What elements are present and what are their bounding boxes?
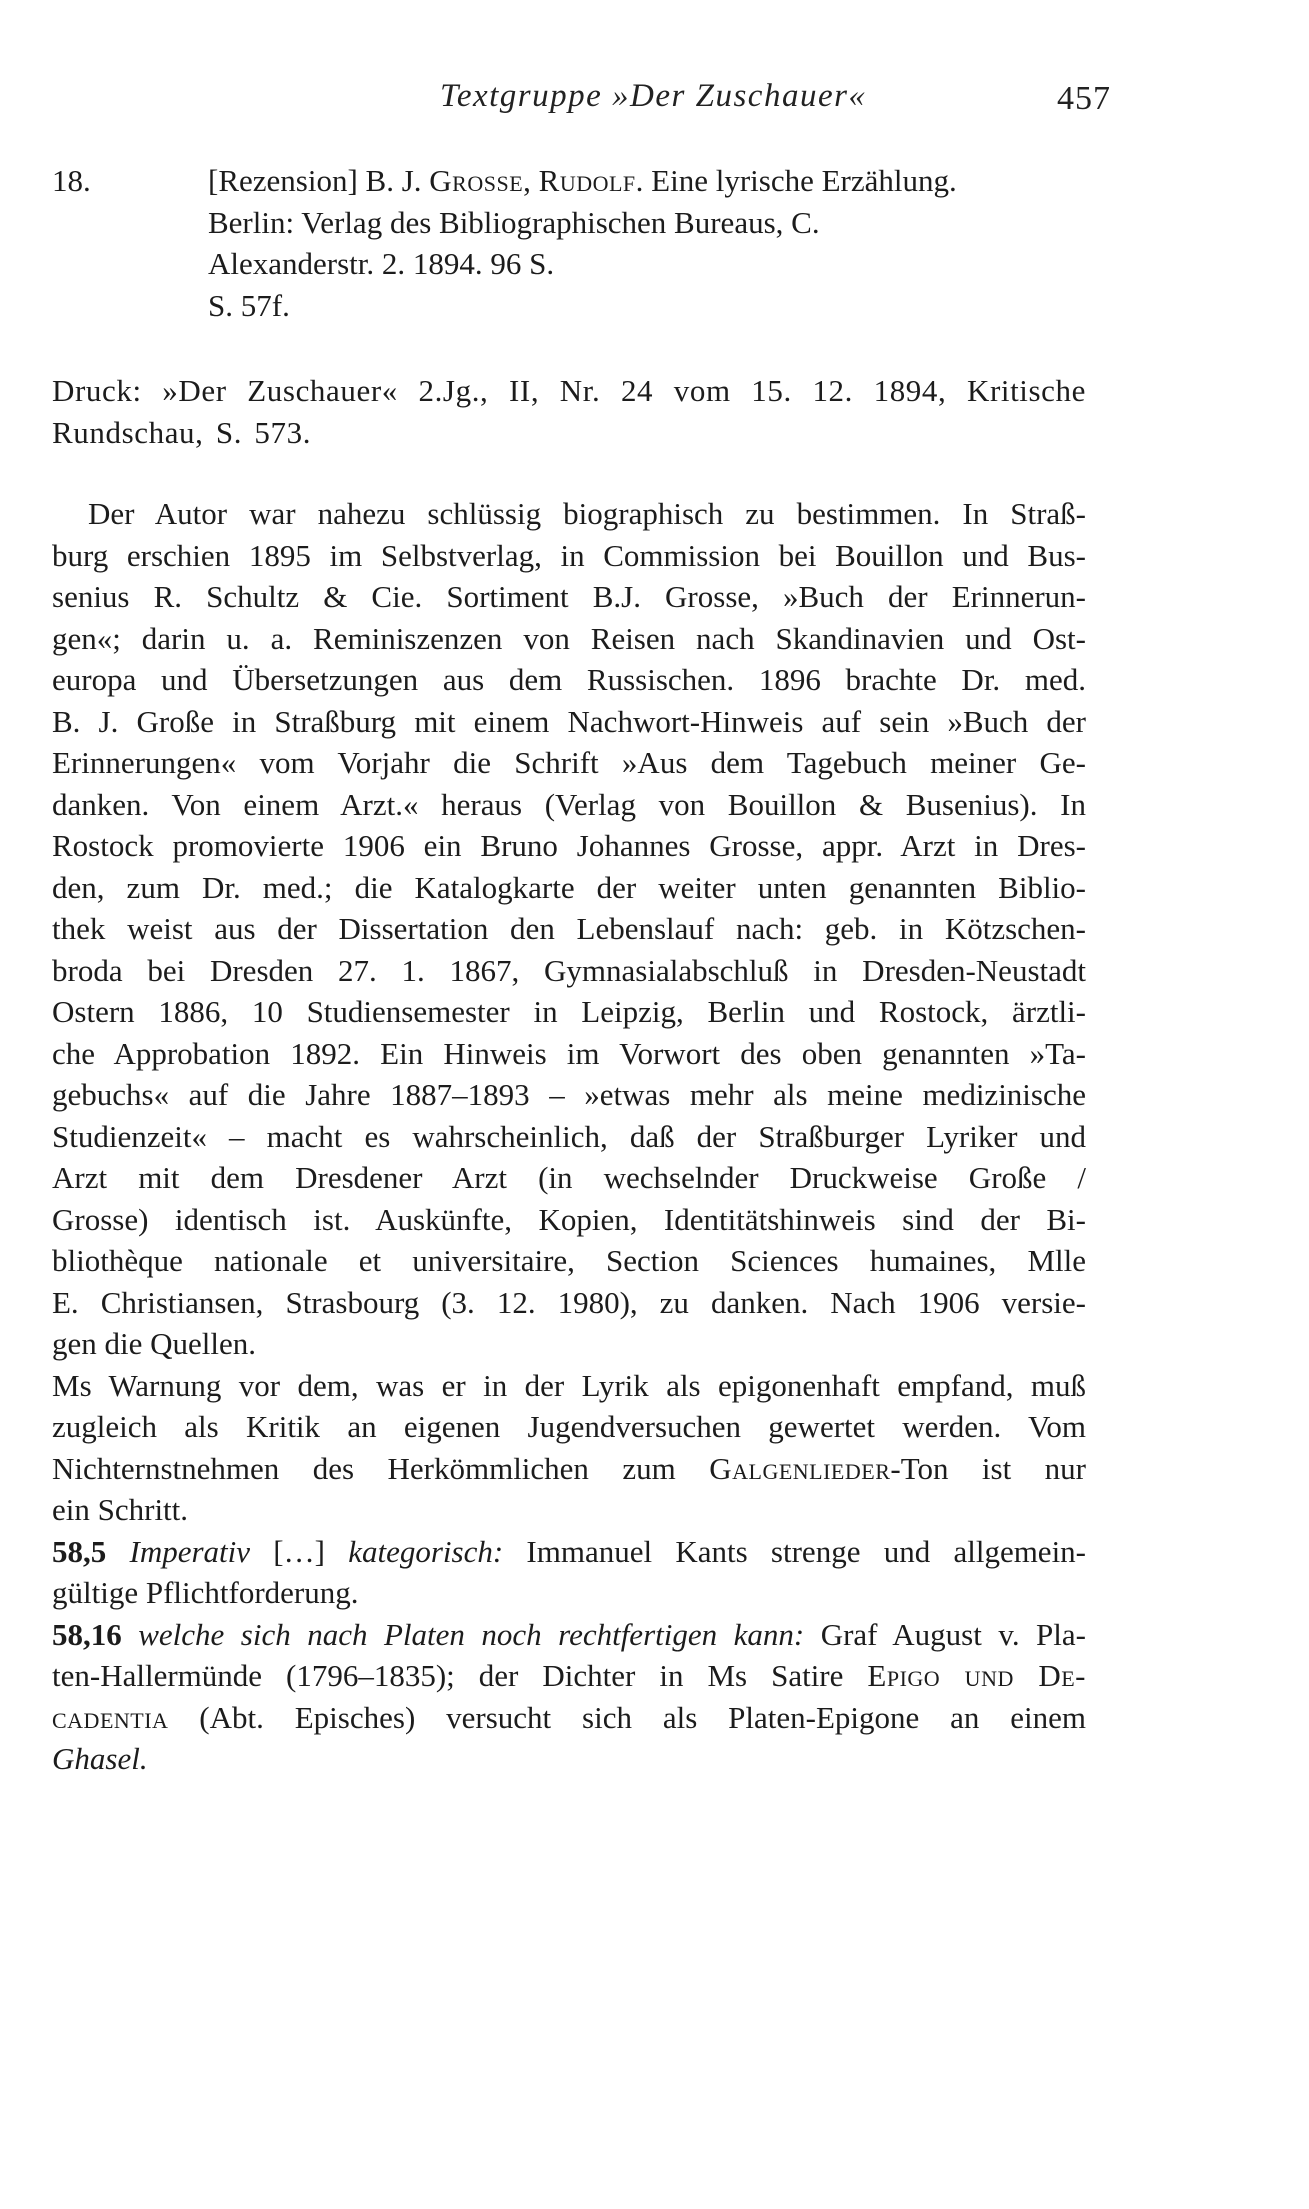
work-title: Epigo und De- xyxy=(867,1658,1086,1693)
author-surname: Grosse xyxy=(429,163,524,198)
text-line xyxy=(52,1448,1086,1490)
text-line: bliothèque nationale et universitaire, Section Sciences humaines, Mlle xyxy=(52,1243,1086,1278)
citation-line: Berlin: Verlag des Bibliographischen Bureaus, C. xyxy=(208,204,820,240)
print-source-line: Rundschau, S. 573. xyxy=(52,414,312,450)
text-line: Erinnerungen« vom Vorjahr die Schrift »Aus dem Tagebuch meiner Ge- xyxy=(52,745,1086,780)
text-fragment: ten-Hallermünde (1796–1835); der Dichter in Ms Satire xyxy=(52,1658,868,1693)
text-line: gebuchs« auf die Jahre 1887–1893 – »etwas mehr als meine medizinische xyxy=(52,1077,1086,1112)
text-fragment: […] xyxy=(250,1533,349,1569)
note-line: gültige Pflichtforderung. xyxy=(52,1575,359,1610)
citation-line: Alexanderstr. 2. 1894. 96 S. xyxy=(208,246,555,281)
text-line: ein Schritt. xyxy=(52,1492,189,1527)
text-line: Rostock promovierte 1906 ein Bruno Johannes Grosse, appr. Arzt in Dres- xyxy=(52,828,1086,863)
note-58-5 xyxy=(52,1531,1086,1614)
text-line: gen die Quellen. xyxy=(52,1326,257,1361)
text-line: che Approbation 1892. Ein Hinweis im Vorwort des oben genannten »Ta- xyxy=(52,1035,1086,1071)
text-fragment: -Ton ist nur xyxy=(890,1450,1086,1486)
commentary-body xyxy=(52,493,1086,1780)
note-line xyxy=(52,1614,1086,1656)
text-line: zugleich als Kritik an eigenen Jugendversuchen gewertet werden. Vom xyxy=(52,1409,1086,1444)
text-line: burg erschien 1895 im Selbstverlag, in Commission bei Bouillon und Bus- xyxy=(52,537,1086,573)
paragraph-biography xyxy=(52,493,1086,1365)
entry-number: 18. xyxy=(52,163,91,198)
note-line xyxy=(52,1655,1086,1697)
text-line: europa und Übersetzungen aus dem Russischen. 1896 brachte Dr. med. xyxy=(52,662,1086,697)
entry-citation xyxy=(208,160,1108,326)
text-line: danken. Von einem Arzt.« heraus (Verlag von Bouillon & Busenius). In xyxy=(52,786,1086,822)
note-reference: 58,16 xyxy=(52,1616,122,1652)
note-text: Immanuel Kants strenge und allgemein- xyxy=(503,1533,1087,1569)
note-58-16 xyxy=(52,1614,1086,1780)
note-reference: 58,5 xyxy=(52,1533,107,1569)
text-line: broda bei Dresden 27. 1. 1867, Gymnasialabschluß in Dresden-Neustadt xyxy=(52,952,1086,988)
text-line: senius R. Schultz & Cie. Sortiment B.J. Grosse, »Buch der Erinnerun- xyxy=(52,579,1086,614)
citation-line xyxy=(208,160,1108,202)
text-line: Der Autor war nahezu schlüssig biographisch zu bestimmen. In Straß- xyxy=(88,496,1086,531)
text-line: Ms Warnung vor dem, was er in der Lyrik als epigonenhaft empfand, muß xyxy=(52,1367,1086,1403)
text-line: Studienzeit« – macht es wahrscheinlich, daß der Straßburger Lyriker und xyxy=(52,1118,1086,1154)
running-head: Textgruppe »Der Zuschauer« xyxy=(440,78,867,114)
citation-text: . Eine lyrische Erzählung. xyxy=(635,163,957,198)
paragraph-warning xyxy=(52,1365,1086,1531)
print-source-line: Druck: »Der Zuschauer« 2.Jg., II, Nr. 24 vom 15. 12. 1894, Kritische xyxy=(52,373,1086,408)
text-line: thek weist aus der Dissertation den Lebenslauf nach: geb. in Kötzschen- xyxy=(52,911,1086,946)
note-lemma: welche sich nach Platen noch rechtfertigen kann: xyxy=(121,1616,805,1652)
note-lemma: kategorisch: xyxy=(348,1533,504,1569)
print-source xyxy=(52,370,1086,453)
note-line: Ghasel. xyxy=(52,1741,148,1776)
citation-text: [Rezension] B. J. xyxy=(208,163,430,198)
text-fragment: Nichternstnehmen des Herkömmlichen zum xyxy=(52,1450,710,1486)
text-line: den, zum Dr. med.; die Katalogkarte der weiter unten genannten Biblio- xyxy=(52,869,1086,905)
text-fragment: (Abt. Episches) versucht sich als Platen-Epigone an einem xyxy=(168,1699,1086,1735)
note-line xyxy=(52,1697,1086,1739)
note-text: Graf August v. Pla- xyxy=(804,1616,1086,1652)
note-lemma: Imperativ xyxy=(129,1533,251,1569)
text-line: B. J. Große in Straßburg mit einem Nachwort-Hinweis auf sein »Buch der xyxy=(52,703,1086,739)
work-title: cadentia xyxy=(52,1699,169,1735)
text-line: Ostern 1886, 10 Studiensemester in Leipzig, Berlin und Rostock, ärztli- xyxy=(52,994,1086,1029)
text-line: gen«; darin u. a. Reminiszenzen von Reisen nach Skandinavien und Ost- xyxy=(52,620,1086,656)
text-line: Grosse) identisch ist. Auskünfte, Kopien, Identitätshinweis sind der Bi- xyxy=(52,1201,1086,1237)
text-line: E. Christiansen, Strasbourg (3. 12. 1980), zu danken. Nach 1906 versie- xyxy=(52,1284,1086,1320)
citation-line: S. 57f. xyxy=(208,287,290,323)
author-firstname: Rudolf xyxy=(538,163,636,198)
citation-text: , xyxy=(523,163,539,198)
page-number: 457 xyxy=(1057,80,1111,117)
work-title: Galgenlieder xyxy=(709,1450,891,1486)
note-line xyxy=(52,1531,1086,1573)
text-line: Arzt mit dem Dresdener Arzt (in wechselnder Druckweise Große / xyxy=(52,1160,1086,1195)
